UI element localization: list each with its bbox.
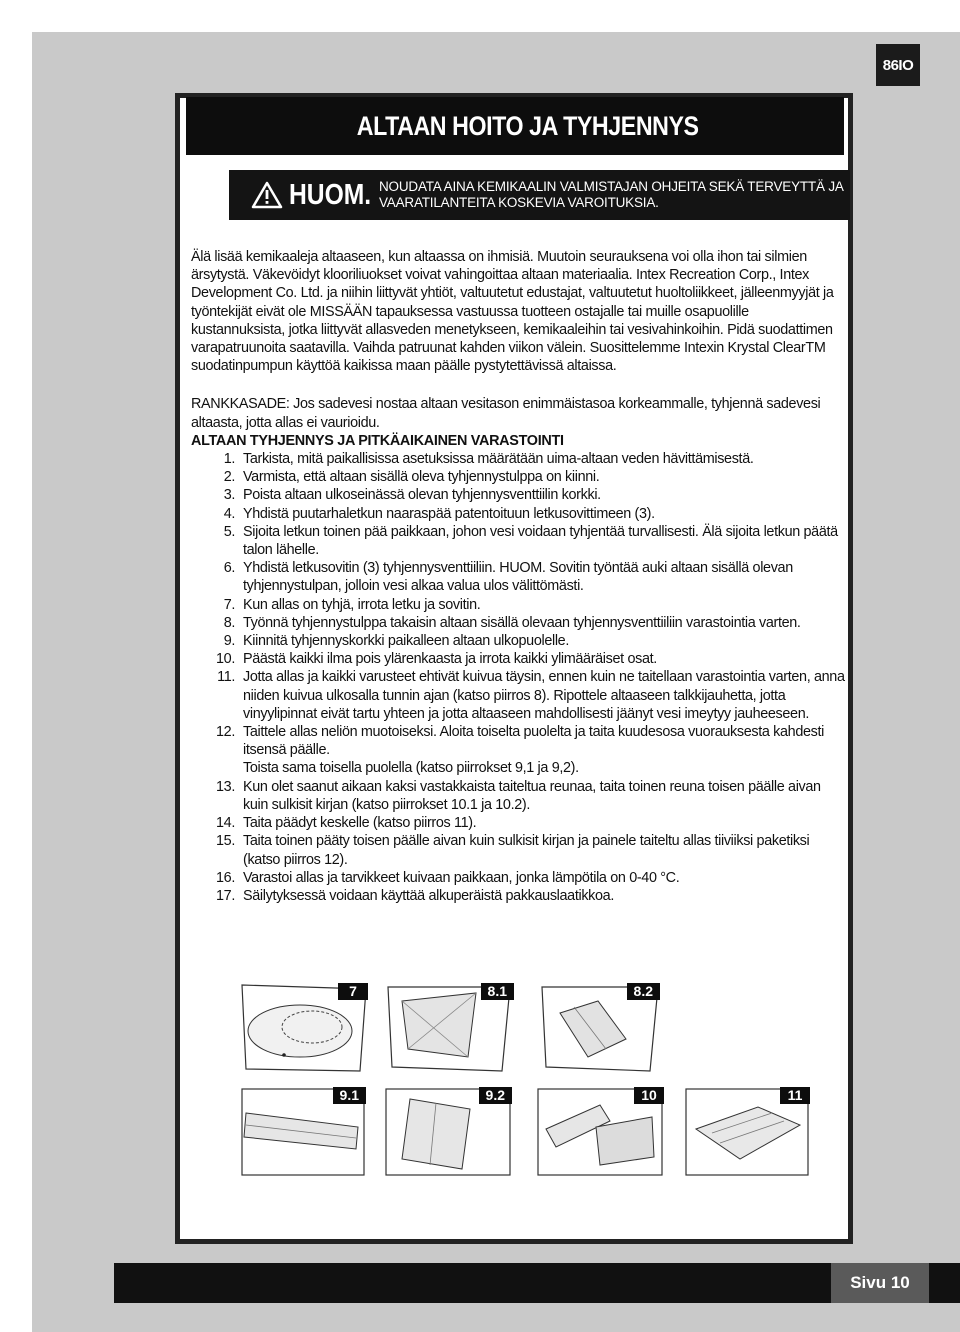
title-bar: [186, 97, 844, 155]
step-number: 12.: [216, 724, 235, 741]
step-item: [191, 632, 845, 650]
figures-area: [240, 983, 660, 1183]
step-text: Yhdistä puutarhaletkun naaraspää patentoituun letkusovittimeen (3).: [243, 505, 655, 522]
step-text: Jotta allas ja kaikki varusteet ehtivät kuivua täysin, ennen kuin ne taitellaan varastointia varten, anna niiden kuivua ulkosalla tunnin ajan (katso piirros 8). Ripottele altaaseen talkkijauhetta, jotta vinyylipinnat eivät tartu yhteen ja jotta altaaseen mahdollisesti jäänyt vesi imeytyy jauheeseen.: [243, 669, 845, 722]
step-item: [191, 650, 845, 668]
step-number: 15.: [216, 833, 235, 850]
step-item: [191, 468, 845, 486]
step-text: Työnnä tyhjennystulppa takaisin altaan sisällä olevaan tyhjennysventtiiliin varastointia varten.: [243, 614, 801, 631]
step-number: 17.: [216, 887, 235, 904]
steps-list: [191, 450, 845, 905]
step-text: Varmista, että altaan sisällä oleva tyhjennystulppa on kiinni.: [243, 469, 600, 486]
step-number: 8.: [223, 614, 235, 631]
step-item: [191, 614, 845, 632]
step-text: Taita päädyt keskelle (katso piirros 11).: [243, 815, 477, 832]
step-number: 11.: [217, 669, 235, 686]
step-text: Yhdistä letkusovitin (3) tyhjennysventtiiliin. HUOM. Sovitin työntää auki altaan sisällä olevan tyhjennystulpan, jolloin vesi alkaa valua ulos välittömästi.: [243, 560, 793, 595]
step-text: Päästä kaikki ilma pois ylärenkaasta ja irrota kaikki ylimääräiset osat.: [243, 651, 657, 668]
figure-label-9-2: 9.2: [479, 1087, 512, 1104]
intro-paragraph: Älä lisää kemikaaleja altaaseen, kun altaassa on ihmisiä. Muutoin seurauksena voi olla ihon tai silmien ärsytystä. Väkevöidyt klooriliuokset voivat vahingoittaa altaan materiaalia. Intex Recreation Corp., Intex Development Co. Ltd. ja niihin liittyvät yhtiöt, valtuutetut edustajat, valtuutetut huoltoliikkeet, jälleenmyyjät ja työntekijät eivät ole MISSÄÄN tapauksessa vastuussa tuotteen ostajalle tai muille osapuolille kustannuksista, jotka liittyvät allasveden menetykseen, kemikaaleihin tai vesivahinkoihin. Pidä suodattimen varapatruunoita saatavilla. Vaihda patruunat kahden viikon välein. Suosittelemme Intexin Krystal ClearTM suodatinpumpun käyttöä kaikissa maan päälle pystytettävissä altaissa.: [191, 249, 834, 375]
figure-11: [684, 1087, 810, 1177]
step-text: Taittele allas neliön muotoiseksi. Aloita toiselta puolelta ja taita kuudesosa vuorauksesta kahdesti itsensä päälle.: [243, 724, 824, 759]
step-text: Kun allas on tyhjä, irrota letku ja sovitin.: [243, 596, 481, 613]
step-item: [191, 778, 845, 814]
section-heading: ALTAAN TYHJENNYS JA PITKÄAIKAINEN VARASTOINTI: [191, 432, 564, 449]
step-item: [191, 668, 845, 723]
warning-triangle-icon: [251, 181, 283, 209]
step-item: [191, 559, 845, 595]
figure-10: [536, 1087, 664, 1177]
step-number: 4.: [223, 505, 235, 522]
step-number: 9.: [223, 633, 235, 650]
step-text: Varastoi allas ja tarvikkeet kuivaan paikkaan, jonka lämpötila on 0-40 °C.: [243, 869, 680, 886]
figure-7: [240, 983, 368, 1073]
warning-bar: [229, 170, 850, 220]
step-item: [191, 596, 845, 614]
step-text: Sijoita letkun toinen pää paikkaan, johon vesi voidaan tyhjentää turvallisesti. Älä sijoita letkun päätä talon lähelle.: [243, 523, 838, 559]
figure-9-1: [240, 1087, 366, 1177]
step-item: [191, 869, 845, 887]
figure-9-2: [384, 1087, 512, 1177]
rain-paragraph: RANKKASADE: Jos sadevesi nostaa altaan vesitason enimmäistasoa korkeammalle, tyhjennä sadevesi altaasta, jotta allas ei vaurioidu.: [191, 396, 821, 431]
figure-8-1: [384, 983, 514, 1073]
step-item: [191, 450, 845, 468]
figure-label-8-1: 8.1: [481, 983, 514, 1000]
warning-text-line-1: NOUDATA AINA KEMIKAALIN VALMISTAJAN OHJEITA SEKÄ TERVEYTTÄ JA: [379, 179, 844, 194]
page-title: ALTAAN HOITO JA TYHJENNYS: [356, 110, 699, 141]
figure-label-9-1: 9.1: [333, 1087, 366, 1104]
warning-label: HUOM.: [289, 178, 372, 211]
step-text: Kun olet saanut aikaan kaksi vastakkaista taiteltua reunaa, taita toinen reuna toisen päälle aivan kuin sulkisit kirjan (katso piirrokset 10.1 ja 10.2).: [243, 778, 821, 813]
step-number: 16.: [216, 869, 235, 886]
step-text: Tarkista, mitä paikallisissa asetuksissa määrätään uima-altaan veden hävittämisestä.: [243, 451, 754, 468]
step-number: 1.: [223, 451, 235, 468]
figure-label-7: 7: [338, 983, 368, 1000]
step-item: [191, 723, 845, 778]
main-content: [191, 248, 845, 905]
step-number: 10.: [216, 651, 235, 668]
step-text: Kiinnitä tyhjennyskorkki paikalleen altaan ulkopuolelle.: [243, 633, 569, 650]
step-number: 2.: [223, 469, 235, 486]
step-text: Poista altaan ulkoseinässä olevan tyhjennysventtiilin korkki.: [243, 487, 601, 504]
figure-label-11: 11: [780, 1087, 810, 1104]
step-item: [191, 887, 845, 905]
step-number: 6.: [223, 560, 235, 577]
step-number: 7.: [223, 596, 235, 613]
step-extra-text: Toista sama toisella puolella (katso piirrokset 9,1 ja 9,2).: [243, 760, 579, 777]
step-item: [191, 832, 845, 868]
warning-text: [379, 179, 844, 211]
step-number: 14.: [216, 815, 235, 832]
step-item: [191, 523, 845, 559]
figure-label-8-2: 8.2: [627, 983, 660, 1000]
step-item: [191, 486, 845, 504]
figure-label-10: 10: [634, 1087, 664, 1104]
step-text: Taita toinen pääty toisen päälle aivan kuin sulkisit kirjan ja painele taiteltu allas tiiviiksi paketiksi (katso piirros 12).: [243, 833, 810, 868]
step-item: [191, 814, 845, 832]
step-item: [191, 505, 845, 523]
warning-text-line-2: VAARATILANTEITA KOSKEVIA VAROITUKSIA.: [379, 195, 659, 210]
step-number: 13.: [216, 778, 235, 795]
step-text: Säilytyksessä voidaan käyttää alkuperäistä pakkauslaatikkoa.: [243, 887, 614, 904]
figure-8-2: [540, 983, 660, 1073]
page-number: Sivu 10: [831, 1263, 929, 1303]
step-number: 5.: [223, 523, 235, 540]
step-number: 3.: [223, 487, 235, 504]
page-code: 86IO: [876, 44, 920, 86]
